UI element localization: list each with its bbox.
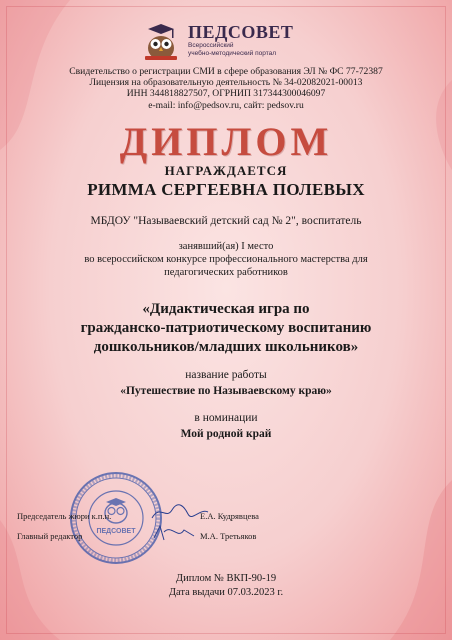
issue-date: Дата выдачи 07.03.2023 г. xyxy=(168,587,284,598)
contest-line: гражданско-патриотическому воспитанию xyxy=(80,320,372,336)
contest-line: дошкольников/младших школьников» xyxy=(93,339,359,355)
diploma-number: Диплом № ВКП-90-19 xyxy=(175,573,277,584)
placement-line: во всероссийском конкурсе профессионального мастерства для xyxy=(84,254,368,265)
placement-line: занявший(ая) I место xyxy=(178,241,274,252)
registration-line: Лицензия на образовательную деятельность № 34-02082021-00013 xyxy=(89,77,363,89)
recipient-name: РИММА СЕРГЕЕВНА ПОЛЕВЫХ xyxy=(87,180,365,199)
logo xyxy=(138,22,313,62)
work-label: название работы xyxy=(185,369,267,381)
contest-line: «Дидактическая игра по xyxy=(142,301,310,317)
registration-line: e-mail: info@pedsov.ru, сайт: pedsov.ru xyxy=(148,99,304,111)
organization: МБДОУ "Называевский детский сад № 2", воспитатель xyxy=(90,215,362,227)
contest-title xyxy=(0,300,452,357)
work-name: «Путешествие по Называевскому краю» xyxy=(120,385,332,397)
registration-info xyxy=(0,66,452,111)
placement-text xyxy=(0,240,452,279)
placement-line: педагогических работников xyxy=(164,267,288,278)
nomination-name: Мой родной край xyxy=(180,428,272,440)
nomination-label: в номинации xyxy=(194,412,258,424)
chair-role: Председатель жюри к.п.н. xyxy=(17,511,112,521)
registration-line: ИНН 344818827507, ОГРНИП 317344300046097 xyxy=(126,88,326,100)
editor-signature xyxy=(150,522,200,544)
editor-role: Главный редактор xyxy=(17,531,83,541)
editor-name: М.А. Третьяков xyxy=(200,531,257,541)
chair-name: Е.А. Кудрявцева xyxy=(200,511,259,521)
owl-graduation-cap-icon xyxy=(138,22,184,62)
stamp-center-text: ПЕДСОВЕТ xyxy=(96,528,136,535)
logo-subtitle xyxy=(188,42,308,58)
logo-subtitle-line: учебно-методический портал xyxy=(188,50,277,57)
logo-brand: ПЕДСОВЕТ xyxy=(188,22,294,42)
logo-subtitle-line: Всероссийский xyxy=(188,42,234,49)
registration-line: Свидетельство о регистрации СМИ в сфере образования ЭЛ № ФС 77-72387 xyxy=(69,66,383,77)
awarded-label: НАГРАЖДАЕТСЯ xyxy=(164,163,288,178)
diploma-title: ДИПЛОМ xyxy=(119,119,333,164)
